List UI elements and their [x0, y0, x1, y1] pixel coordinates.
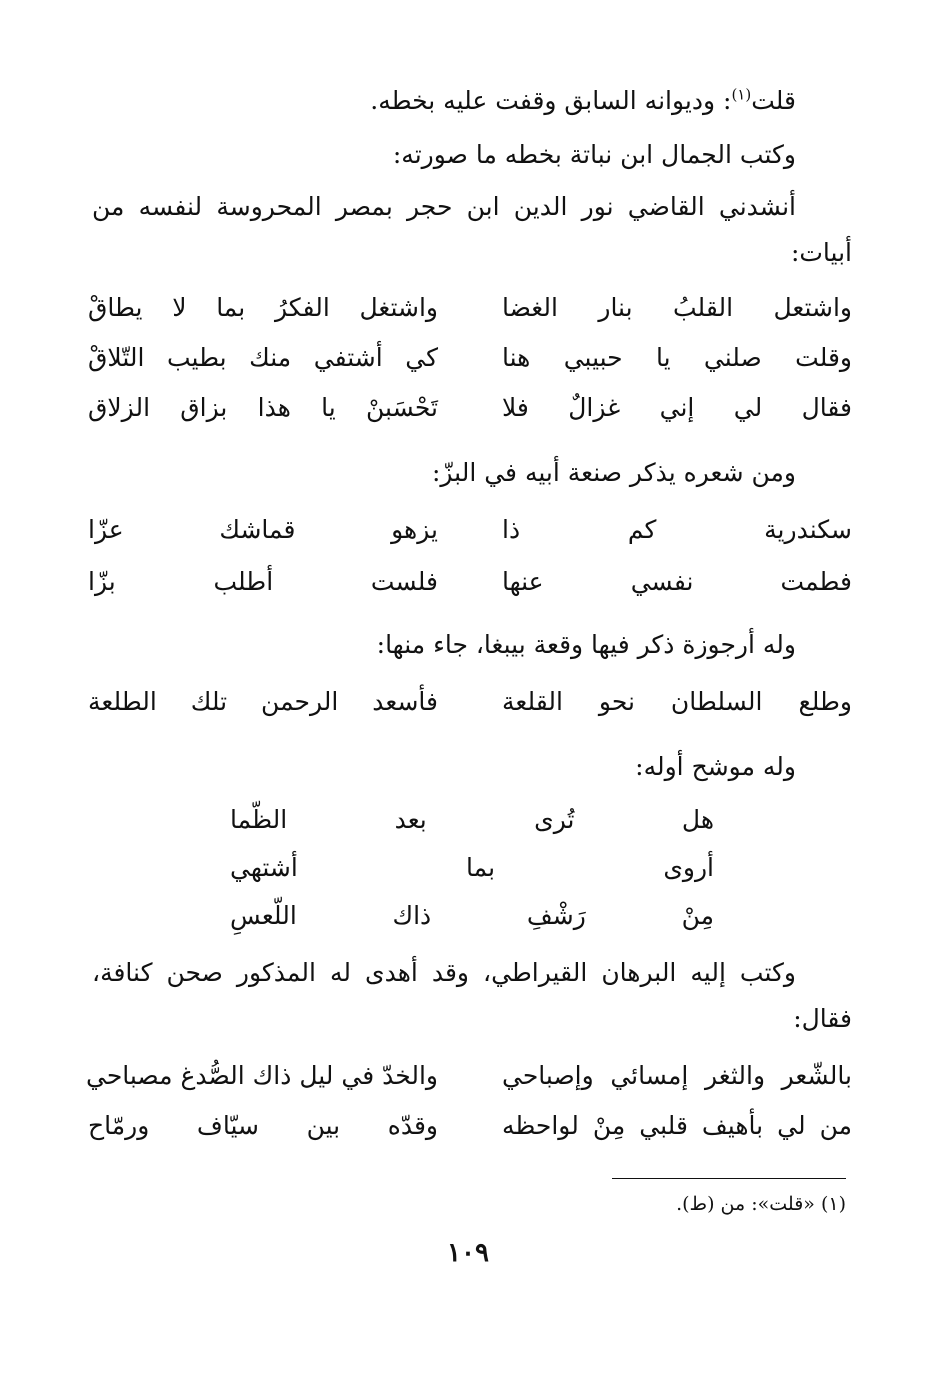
- verse-hemistich-first: من لي بأهيف قلبي مِنْ لواحظه: [502, 1111, 852, 1140]
- text-line: فقال:: [793, 1004, 852, 1033]
- muwashshah-line: هل تُرى بعد الظّما: [230, 805, 714, 834]
- verse-hemistich-second: فلست أطلب بزّا: [88, 567, 438, 596]
- verse-line: [88, 290, 852, 326]
- muwashshah-line: مِنْ رَشْفِ ذاك اللّعسِ: [230, 901, 714, 930]
- page-number: ١٠٩: [447, 1238, 489, 1268]
- text-line: وكتب إليه البرهان القيراطي، وقد أهدى له المذكور صحن كنافة،: [92, 958, 796, 987]
- verse-line: [88, 564, 852, 600]
- verse-line: [85, 1058, 852, 1094]
- text-line: أنشدني القاضي نور الدين ابن حجر بمصر المحروسة لنفسه من: [92, 192, 796, 221]
- verse-hemistich-first: فطمت نفسي عنها: [502, 567, 852, 596]
- verse-hemistich-second: فأسعد الرحمن تلك الطلعة: [88, 687, 438, 716]
- footnote-divider: [612, 1178, 846, 1179]
- verse-hemistich-first: وطلع السلطان نحو القلعة: [502, 687, 852, 716]
- verse-line: [88, 390, 852, 426]
- footnote-marker: (١): [731, 85, 752, 104]
- line-text: : وديوانه السابق وقفت عليه بخطه.: [370, 86, 732, 115]
- text-line: وكتب الجمال ابن نباتة بخطه ما صورته:: [392, 140, 796, 169]
- verse-hemistich-first: وقلت صلني يا حبيبي هنا: [502, 343, 852, 372]
- text-line: وله موشح أوله:: [635, 752, 796, 781]
- verse-hemistich-second: وقدّه بين سيّاف ورمّاح: [88, 1111, 438, 1140]
- verse-hemistich-first: سكندرية كم ذا: [502, 515, 852, 544]
- qult-word: قلت: [751, 86, 796, 115]
- verse-hemistich-first: واشتعل القلبُ بنار الغضا: [502, 293, 852, 322]
- text-line: أبيات:: [790, 238, 852, 267]
- verse-line: [88, 1108, 852, 1144]
- text-line: [92, 84, 796, 118]
- muwashshah-line: أروى بما أشتهي: [230, 853, 714, 882]
- footnote: (١) «قلت»: من (ط).: [676, 1193, 846, 1215]
- text-line: ومن شعره يذكر صنعة أبيه في البزّ:: [431, 458, 796, 487]
- verse-hemistich-first: بالشّعر والثغر إمسائي وإصباحي: [502, 1061, 852, 1090]
- verse-hemistich-second: تَحْسَبنْ يا هذا بزاق الزلاق: [88, 393, 438, 422]
- verse-line: [88, 512, 852, 548]
- verse-hemistich-second: واشتغل الفكرُ بما لا يطاقْ: [88, 293, 438, 322]
- verse-line: [88, 340, 852, 376]
- verse-hemistich-first: فقال لي إني غزالٌ فلا: [502, 393, 852, 422]
- text-line: وله أرجوزة ذكر فيها وقعة بيبغا، جاء منها:: [376, 630, 796, 659]
- verse-hemistich-second: كي أشتفي منك بطيب التّلاقْ: [88, 343, 438, 372]
- verse-line: [88, 684, 852, 720]
- verse-hemistich-second: والخدّ في ليل ذاك الصُّدغ مصباحي: [85, 1061, 438, 1090]
- verse-hemistich-second: يزهو قماشك عزّا: [88, 515, 438, 544]
